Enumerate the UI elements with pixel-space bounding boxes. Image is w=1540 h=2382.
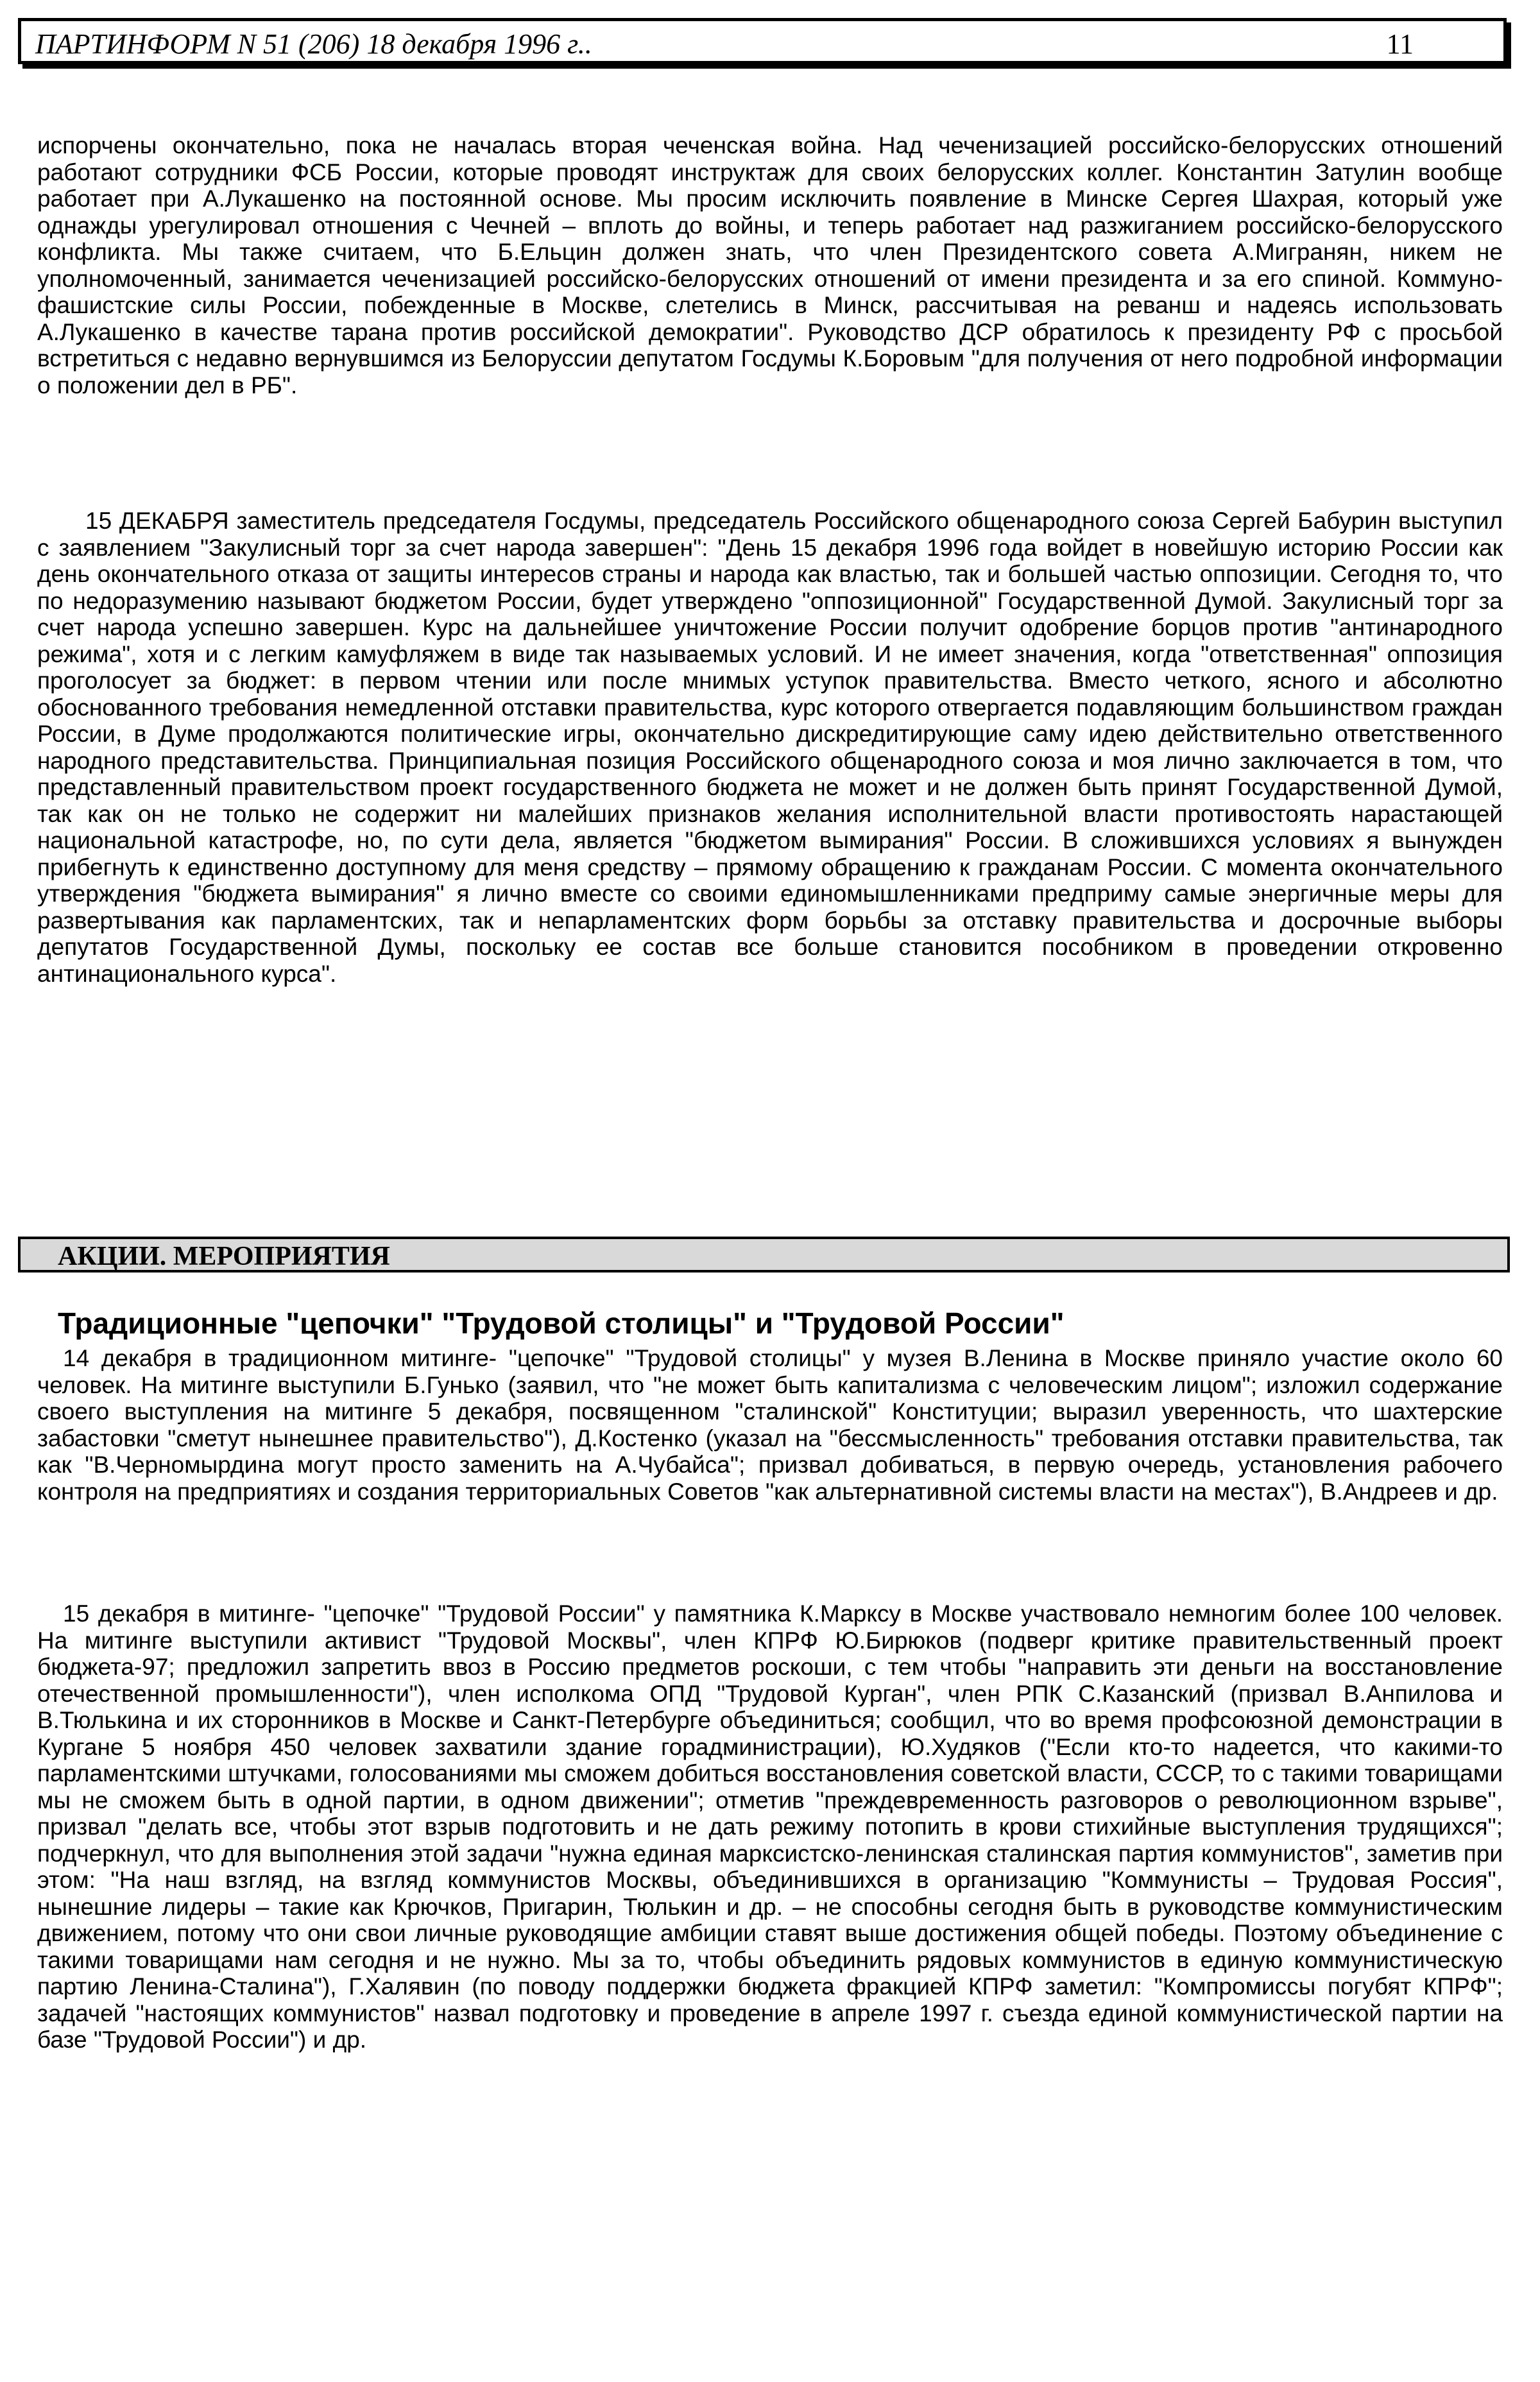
page-header [18, 18, 1507, 64]
publication-title: ПАРТИНФОРМ N 51 (206) 18 декабря 1996 г.. [35, 28, 592, 60]
article-title: Традиционные "цепочки" "Трудовой столицы" и "Трудовой России" [58, 1307, 1065, 1340]
baburin-statement-paragraph: 15 ДЕКАБРЯ заместитель председателя Госдумы, председатель Российского общенародного союза Сергей Бабурин выступил с заявлением "Закулисный торг за счет народа завершен": "День 15 декабря 1996 года войдет в новейшую историю России как день окончательного отказа от защиты интересов страны и народа как властью, так и большей частью оппозиции. Сегодня то, что по недоразумению называют бюджетом России, будет утверждено "оппозиционной" Государственной Думой. Закулисный торг за счет народа успешно завершен. Курс на дальнейшее уничтожение России получит одобрение борцов против "антинародного режима", хотя и с легким камуфляжем в виде так называемых условий. И не имеет значения, когда "ответственная" оппозиция проголосует за бюджет: в первом чтении или после мнимых уступок правительства. Вместо четкого, ясного и абсолютно обоснованного требования немедленной отставки правительства, курс которого отвергается подавляющим большинством граждан России, в Думе продолжаются политические игры, окончательно дискредитирующие саму идею действительно ответственного народного представительства. Принципиальная позиция Российского общенародного союза и моя лично заключается в том, что представленный правительством проект государственного бюджета не может и не должен быть принят Государственной Думой, так как он не только не содержит ни малейших признаков желания исполнительной власти противостоять нарастающей национальной катастрофе, но, по сути дела, является "бюджетом вымирания" России. В сложившихся условиях я вынужден прибегнуть к единственно доступному для меня средству – прямому обращению к гражданам России. С момента окончательного утверждения "бюджета вымирания" я лично вместе со своими единомышленниками предприму самые энергичные меры для развертывания как парламентских, так и непарламентских форм борьбы за отставку правительства и досрочные выборы депутатов Государственной Думы, поскольку ее состав все больше становится пособником в проведении откровенно антинационального курса". [37, 508, 1503, 987]
section-title: АКЦИИ. МЕРОПРИЯТИЯ [58, 1242, 390, 1271]
section-header-bar [18, 1237, 1510, 1272]
article-paragraph-2: 15 декабря в митинге- "цепочке" "Трудовой России" у памятника К.Марксу в Москве участвовало немногим более 100 человек. На митинге выступили активист "Трудовой Москвы", член КПРФ Ю.Бирюков (подверг критике правительственный проект бюджета-97; предложил запретить ввоз в Россию предметов роскоши, с тем чтобы "направить эти деньги на восстановление отечественной промышленности"), член исполкома ОПД "Трудовой Курган", член РПК С.Казанский (призвал В.Анпилова и В.Тюлькина и их сторонников в Москве и Санкт-Петербурге объединиться; сообщил, что во время профсоюзной демонстрации в Кургане 5 ноября 450 человек захватили здание горадминистрации), Ю.Худяков ("Если кто-то надеется, что какими-то парламентскими штучками, голосованиями мы сможем добиться восстановления советской власти, СССР, то с такими товарищами мы не сможем быть в одной партии, в одном движении"; отметив "преждевременность разговоров о революционном взрыве", призвал "делать все, чтобы этот взрыв подготовить и не дать режиму потопить в крови стихийные выступления трудящихся"; подчеркнул, что для выполнения этой задачи "нужна единая марксистско-ленинская сталинская партия коммунистов", заметив при этом: "На наш взгляд, на взгляд коммунистов Москвы, объединившихся в организацию "Коммунисты – Трудовая Россия", нынешние лидеры – такие как Крючков, Пригарин, Тюлькин и др. – не способны сегодня быть в руководстве коммунистическим движением, потому что они свои личные руководящие амбиции ставят выше достижения общей победы. Поэтому объединение с такими товарищами нам сегодня и не нужно. Мы за то, чтобы объединить рядовых коммунистов в единую коммунистическую партию Ленина-Сталина"), Г.Халявин (по поводу поддержки бюджета фракцией КПРФ заметил: "Компромиссы погубят КПРФ"; задачей "настоящих коммунистов" назвал подготовку и проведение в апреле 1997 г. съезда единой коммунистической партии на базе "Трудовой России") и др. [37, 1600, 1503, 2053]
intro-paragraph: испорчены окончательно, пока не началась вторая чеченская война. Над чеченизацией российско-белорусских отношений работают сотрудники ФСБ России, которые проводят инструктаж для своих белорусских коллег. Константин Затулин вообще работает при А.Лукашенко на постоянной основе. Мы просим исключить появление в Минске Сергея Шахрая, который уже однажды урегулировал отношения с Чечней – вплоть до войны, и теперь работает над разжиганием российско-белорусского конфликта. Мы также считаем, что Б.Ельцин должен знать, что член Президентского совета А.Мигранян, никем не уполномоченный, занимается чеченизацией российско-белорусских отношений от имени президента и за его спиной. Коммуно-фашистские силы России, побежденные в Москве, слетелись в Минск, рассчитывая на реванш и надеясь использовать А.Лукашенко в качестве тарана против российской демократии". Руководство ДСР обратилось к президенту РФ с просьбой встретиться с недавно вернувшимся из Белоруссии депутатом Госдумы К.Боровым "для получения от него подробной информации о положении дел в РБ". [37, 132, 1503, 398]
article-paragraph-1: 14 декабря в традиционном митинге- "цепочке" "Трудовой столицы" у музея В.Ленина в Москве приняло участие около 60 человек. На митинге выступили Б.Гунько (заявил, что "не может быть капитализма с человеческим лицом"; изложил содержание своего выступления на митинге 5 декабря, посвященном "сталинской" Конституции; выразил уверенность, что шахтерские забастовки "сметут нынешнее правительство"), Д.Костенко (указал на "бессмысленность" требования отставки правительства, так как "В.Черномырдина могут просто заменить на А.Чубайса"; призвал добиваться, в первую очередь, установления рабочего контроля на предприятиях и создания территориальных Советов "как альтернативной системы власти на местах"), В.Андреев и др. [37, 1345, 1503, 1505]
page-number: 11 [1386, 28, 1414, 60]
